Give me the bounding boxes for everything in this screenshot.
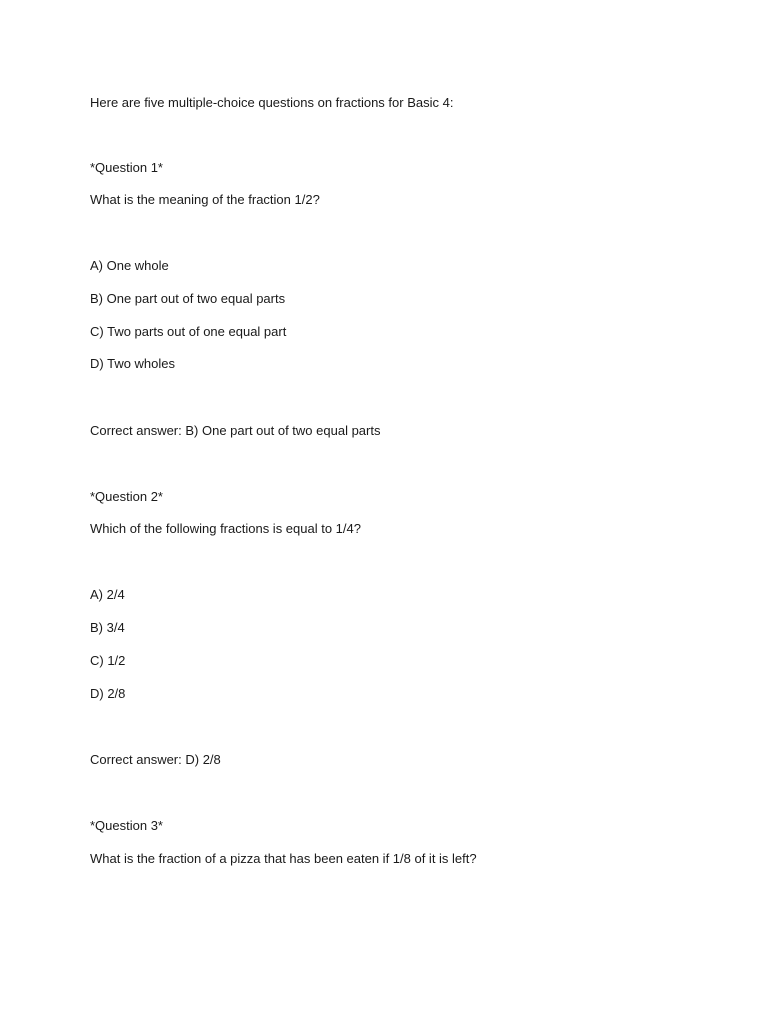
question-1-prompt: What is the meaning of the fraction 1/2?	[90, 192, 320, 207]
question-2-option-a: A) 2/4	[90, 587, 125, 602]
question-2-option-c: C) 1/2	[90, 653, 126, 668]
question-2-option-d: D) 2/8	[90, 686, 126, 701]
question-3-prompt: What is the fraction of a pizza that has been eaten if 1/8 of it is left?	[90, 851, 477, 866]
question-2-option-b: B) 3/4	[90, 620, 125, 635]
question-1-option-c: C) Two parts out of one equal part	[90, 324, 287, 339]
question-2-prompt: Which of the following fractions is equal to 1/4?	[90, 521, 361, 536]
question-1-answer: Correct answer: B) One part out of two equal parts	[90, 423, 381, 438]
question-1-heading: *Question 1*	[90, 160, 163, 175]
question-1-option-d: D) Two wholes	[90, 356, 176, 371]
question-1-option-a: A) One whole	[90, 258, 169, 273]
question-1-option-b: B) One part out of two equal parts	[90, 291, 286, 306]
question-2-answer: Correct answer: D) 2/8	[90, 752, 221, 767]
intro-text: Here are five multiple-choice questions on fractions for Basic 4:	[90, 95, 454, 110]
question-3-heading: *Question 3*	[90, 818, 163, 833]
question-2-heading: *Question 2*	[90, 489, 163, 504]
